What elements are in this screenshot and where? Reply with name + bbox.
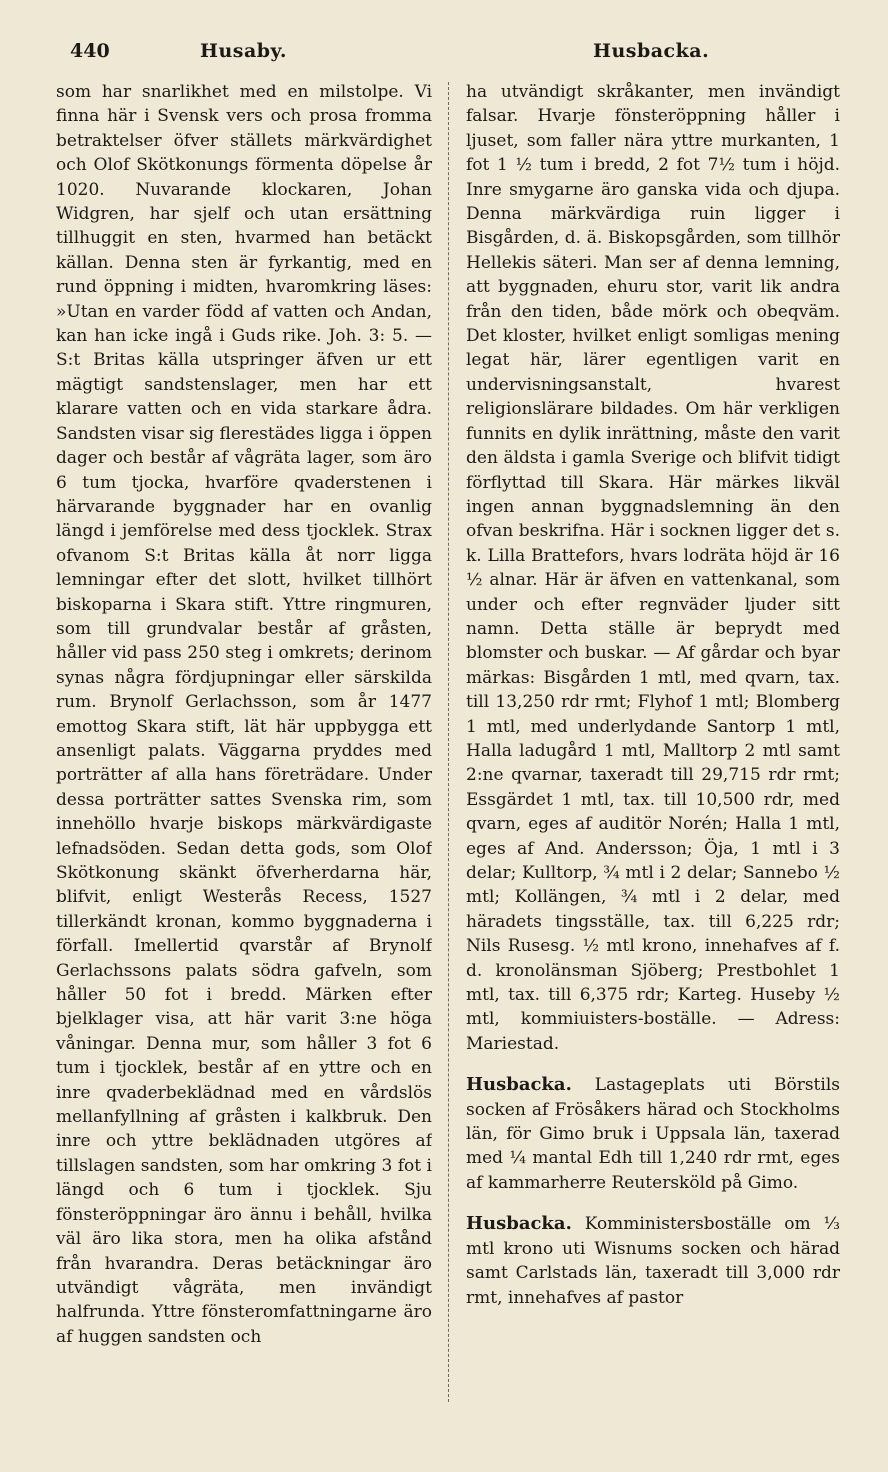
- running-title-right: Husbacka.: [593, 40, 710, 62]
- entry-headword: Husbacka.: [466, 1074, 572, 1096]
- entry-husbacka-1: [466, 1073, 840, 1195]
- right-column-continuation: ha utvändigt skråkanter, men invändigt falsar. Hvarje fönsteröppning håller i ljuset, som faller nära yttre murkanten, 1 fot 1 ½ tum i bredd, 2 fot 7½ tum i höjd. Inre smygarne äro ganska vida och djupa. Denna märkvärdiga ruin ligger i Bisgården, d. ä. Biskopsgården, som tillhör Hellekis säteri. Man ser af denna lemning, att byggnaden, ehuru stor, varit lik andra från den tiden, både mörk och obeqväm. Det kloster, hvilket enligt somligas mening legat här, lärer egentligen varit en undervisningsanstalt, hvarest religionslärare bildades. Om här verkligen funnits en dylik inrättning, måste den varit den äldsta i gamla Sverige och blifvit tidigt förflyttad till Skara. Här märkes likväl ingen annan byggnadslemning än den ofvan beskrifna. Här i socknen ligger det s. k. Lilla Brattefors, hvars lodräta höjd är 16 ½ alnar. Här är äfven en vattenkanal, som under och efter regnväder ljuder sitt namn. Detta ställe är beprydt med blomster och buskar. — Af gårdar och byar märkas: Bisgården 1 mtl, med qvarn, tax. till 13,250 rdr rmt; Flyhof 1 mtl; Blomberg 1 mtl, med underlydande Santorp 1 mtl, Halla ladugård 1 mtl, Malltorp 2 mtl samt 2:ne qvarnar, taxeradt till 29,715 rdr rmt; Essgärdet 1 mtl, tax. till 10,500 rdr, med qvarn, eges af auditör Norén; Halla 1 mtl, eges af And. Andersson; Öja, 1 mtl i 3 delar; Kulltorp, ¾ mtl i 2 delar; Sannebo ½ mtl; Kollängen, ¾ mtl i 2 delar, med häradets tingsställe, tax. till 6,225 rdr; Nils Rusesg. ½ mtl krono, innehafves af f. d. kronolänsman Sjöberg; Prestbohlet 1 mtl, tax. till 6,375 rdr; Karteg. Huseby ½ mtl, kommiuisters-boställe. — Adress: Mariestad.: [466, 82, 840, 1054]
- running-head: [0, 40, 888, 68]
- page-number: 440: [70, 40, 110, 62]
- column-divider: [448, 82, 449, 1402]
- left-column-text: som har snarlikhet med en milstolpe. Vi finna här i Svensk vers och prosa fromma betraktelser öfver ställets märkvärdighet och Olof Skötkonungs förmenta döpelse år 1020. Nuvarande klockaren, Johan Widgren, har sjelf och utan ersättning tillhuggit en sten, hvarmed han betäckt källan. Denna sten är fyrkantig, med en rund öppning i midten, hvaromkring läses: »Utan en varder född af vatten och Andan, kan han icke ingå i Guds rike. Joh. 3: 5. — S:t Britas källa utspringer äfven ur ett mägtigt sandstenslager, men har ett klarare vatten och en vida starkare ådra. Sandsten visar sig flerestädes ligga i öppen dager och består af vågräta lager, som äro 6 tum tjocka, hvarföre qvaderstenen i härvarande byggnader har en ovanlig längd i jemförelse med dess tjocklek. Strax ofvanom S:t Britas källa åt norr ligga lemningar efter det slott, hvilket tillhört biskoparna i Skara stift. Yttre ringmuren, som till grundvalar består af gråsten, håller vid pass 250 steg i omkrets; derinom synas några fördjupningar eller särskilda rum. Brynolf Gerlachsson, som år 1477 emottog Skara stift, lät här uppbygga ett ansenligt palats. Väggarna pryddes med porträtter af alla hans företrädare. Under dessa porträtter sattes Svenska rim, som innehöllo hvarje biskops märkvärdigaste lefnadsöden. Sedan detta gods, som Olof Skötkonung skänkt öfverherdarna här, blifvit, enligt Westerås Recess, 1527 tillerkändt kronan, kommo byggnaderna i förfall. Imellertid qvarstår af Brynolf Gerlachssons palats södra gafveln, som håller 50 fot i bredd. Märken efter bjelklager visa, att här varit 3:ne höga våningar. Denna mur, som håller 3 fot 6 tum i tjocklek, består af en yttre och en inre qvaderbeklädnad med en vårdslös mellanfyllning af gråsten i kalkbruk. Den inre och yttre beklädnaden utgöres af tillslagen sandsten, som har omkring 3 fot i längd och 6 tum i tjocklek. Sju fönsteröppningar äro ännu i behåll, hvilka väl äro lika stora, men ha olika afstånd från hvarandra. Deras betäckningar äro utvändigt vågräta, men invändigt halfrunda. Yttre fönsteromfattningarne äro af huggen sandsten och: [56, 82, 432, 1347]
- entry-husbacka-2: [466, 1212, 840, 1310]
- running-title-left: Husaby.: [200, 40, 288, 62]
- entry-text: Lastageplats uti Börstils socken af Frösåkers härad och Stockholms län, för Gimo bruk i Uppsala län, taxerad med ¼ mantal Edh till 1,240 rdr rmt, eges af kammarherre Reutersköld på Gimo.: [466, 1075, 840, 1193]
- left-column: [56, 80, 432, 1412]
- right-column: [466, 80, 840, 1412]
- entry-text: Komministersboställe om ⅓ mtl krono uti Wisnums socken och härad samt Carlstads län, taxeradt till 3,000 rdr rmt, innehafves af pastor: [466, 1214, 840, 1308]
- entry-headword: Husbacka.: [466, 1213, 572, 1235]
